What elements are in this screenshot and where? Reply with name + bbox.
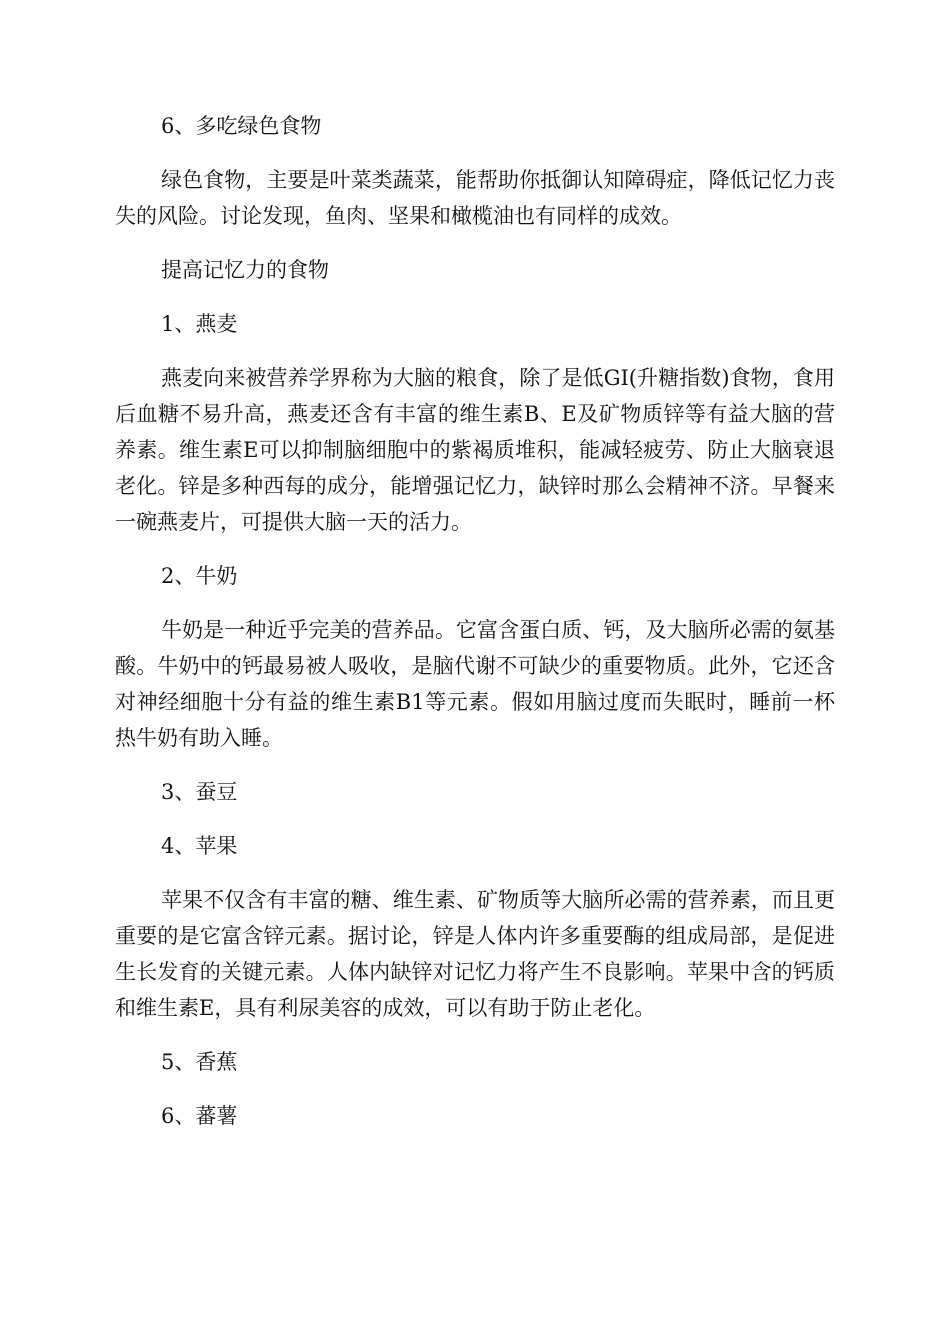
heading-green-food: 6、多吃绿色食物 <box>161 114 322 138</box>
heading-broad-beans: 3、蚕豆 <box>161 780 238 804</box>
heading-oats: 1、燕麦 <box>161 312 238 336</box>
heading-apple: 4、苹果 <box>161 834 238 858</box>
paragraph-green-food: 绿色食物，主要是叶菜类蔬菜，能帮助你抵御认知障碍症，降低记忆力丧失的风险。讨论发现，鱼肉、坚果和橄榄油也有同样的成效。 <box>115 168 835 228</box>
paragraph-milk: 牛奶是一种近乎完美的营养品。它富含蛋白质、钙，及大脑所必需的氨基酸。牛奶中的钙最易被人吸收，是脑代谢不可缺少的重要物质。此外，它还含对神经细胞十分有益的维生素B1等元素。假如用脑过度而失眠时，睡前一杯热牛奶有助入睡。 <box>115 618 835 750</box>
document-page <box>115 108 835 1152</box>
heading-sweet-potato: 6、蕃薯 <box>161 1104 238 1128</box>
heading-banana: 5、香蕉 <box>161 1050 238 1074</box>
heading-memory-foods: 提高记忆力的食物 <box>161 258 329 282</box>
paragraph-apple: 苹果不仅含有丰富的糖、维生素、矿物质等大脑所必需的营养素，而且更重要的是它富含锌元素。据讨论，锌是人体内许多重要酶的组成局部，是促进生长发育的关键元素。人体内缺锌对记忆力将产生不良影响。苹果中含的钙质和维生素E，具有利尿美容的成效，可以有助于防止老化。 <box>115 888 835 1020</box>
paragraph-oats: 燕麦向来被营养学界称为大脑的粮食，除了是低GI(升糖指数)食物，食用后血糖不易升高，燕麦还含有丰富的维生素B、E及矿物质锌等有益大脑的营养素。维生素E可以抑制脑细胞中的紫褐质堆积，能减轻疲劳、防止大脑衰退老化。锌是多种西每的成分，能增强记忆力，缺锌时那么会精神不济。早餐来一碗燕麦片，可提供大脑一天的活力。 <box>115 366 835 534</box>
heading-milk: 2、牛奶 <box>161 564 238 588</box>
